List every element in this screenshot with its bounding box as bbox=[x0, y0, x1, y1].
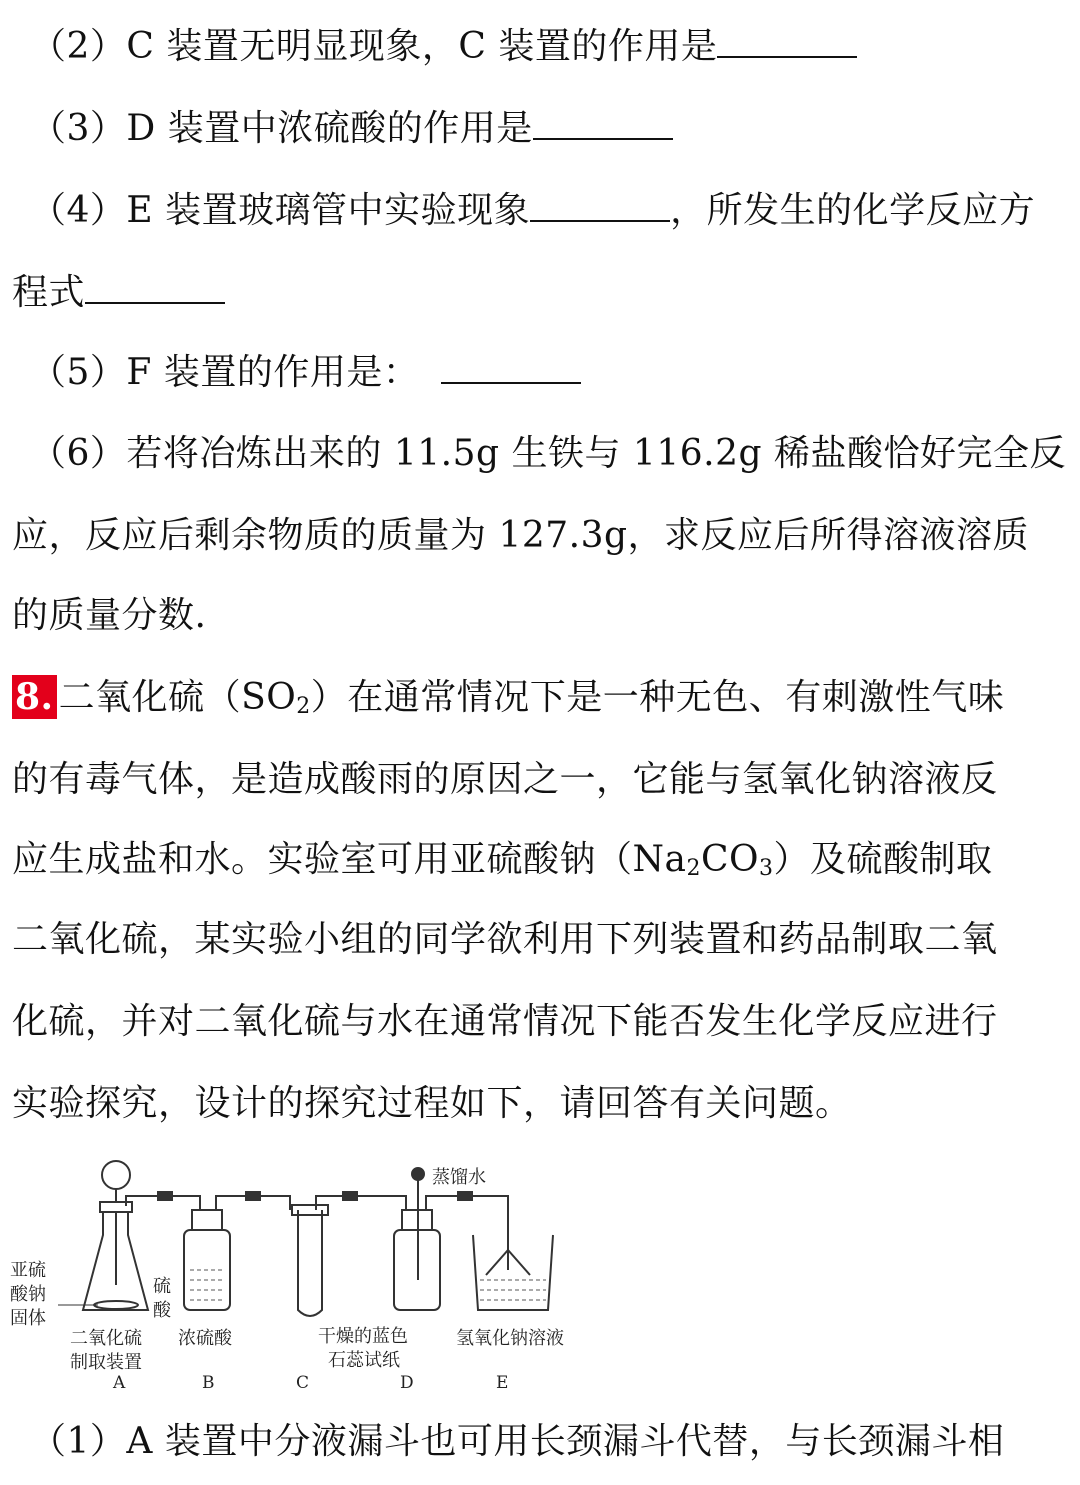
caption-b: 浓硫酸 bbox=[178, 1328, 232, 1349]
letter-c: C bbox=[296, 1373, 310, 1393]
question-line bbox=[12, 998, 1070, 1046]
answer-blank[interactable] bbox=[530, 186, 670, 222]
subscript: 2 bbox=[296, 694, 311, 719]
letter-a: A bbox=[113, 1373, 126, 1393]
beaker-e bbox=[473, 1235, 553, 1310]
letter-b: B bbox=[202, 1373, 215, 1393]
line-text: 应生成盐和水。实验室可用亚硫酸钠（Na bbox=[12, 839, 687, 880]
line-text: （2）C 装置无明显现象，C 装置的作用是 bbox=[30, 26, 718, 67]
line-text: （5）F 装置的作用是： bbox=[30, 352, 420, 393]
line-text: （3）D 装置中浓硫酸的作用是 bbox=[30, 108, 533, 149]
line-text: 实验探究，设计的探究过程如下，请回答有关问题。 bbox=[12, 1083, 852, 1124]
apparatus-diagram bbox=[8, 1150, 608, 1400]
question-8-line bbox=[12, 674, 1070, 722]
question-line bbox=[12, 1080, 1070, 1128]
answer-blank[interactable] bbox=[441, 348, 581, 384]
answer-blank[interactable] bbox=[717, 22, 857, 58]
line-text: （6）若将冶炼出来的 11.5g 生铁与 116.2g 稀盐酸恰好完全反 bbox=[30, 433, 1066, 474]
label-reagent: 固体 bbox=[10, 1308, 46, 1329]
question-line bbox=[30, 430, 1070, 478]
answer-blank[interactable] bbox=[85, 268, 225, 304]
question-line bbox=[12, 756, 1070, 804]
caption-paper: 石蕊试纸 bbox=[328, 1350, 400, 1371]
line-text: （1）A 装置中分液漏斗也可用长颈漏斗代替，与长颈漏斗相 bbox=[30, 1421, 1005, 1462]
caption-a: 制取装置 bbox=[70, 1352, 142, 1373]
line-text: ）及硫酸制取 bbox=[773, 839, 993, 880]
answer-blank[interactable] bbox=[533, 104, 673, 140]
question-line bbox=[30, 104, 1070, 153]
line-text: （4）E 装置玻璃管中实验现象 bbox=[30, 190, 531, 231]
question-number-badge: 8. bbox=[12, 675, 57, 719]
question-line bbox=[30, 22, 1070, 71]
caption-paper: 干燥的蓝色 bbox=[318, 1326, 408, 1347]
question-line bbox=[30, 1418, 1070, 1466]
letter-e: E bbox=[496, 1373, 509, 1393]
question-line bbox=[30, 348, 1070, 397]
question-line bbox=[12, 592, 1070, 640]
question-line bbox=[12, 268, 1070, 317]
line-text: 二氧化硫（SO bbox=[58, 677, 297, 718]
line-text: 的有毒气体，是造成酸雨的原因之一，它能与氢氧化钠溶液反 bbox=[12, 759, 998, 800]
question-line bbox=[12, 836, 1070, 884]
line-text: 应，反应后剩余物质的质量为 127.3g，求反应后所得溶液溶质 bbox=[12, 515, 1030, 556]
line-text: 化硫，并对二氧化硫与水在通常情况下能否发生化学反应进行 bbox=[12, 1001, 998, 1042]
line-text: 程式 bbox=[12, 272, 86, 313]
label-reagent: 亚硫 bbox=[10, 1260, 46, 1281]
label-distilled-water: 蒸馏水 bbox=[432, 1167, 486, 1188]
line-text: 的质量分数. bbox=[12, 595, 207, 636]
subscript: 2 bbox=[686, 856, 701, 881]
line-text: ，所发生的化学反应方 bbox=[670, 190, 1036, 231]
line-text: CO bbox=[700, 839, 760, 880]
label-acid: 酸 bbox=[153, 1300, 171, 1321]
label-acid: 硫 bbox=[153, 1276, 171, 1297]
subscript: 3 bbox=[759, 856, 774, 881]
tube-c bbox=[298, 1210, 322, 1316]
caption-e: 氢氧化钠溶液 bbox=[456, 1328, 564, 1349]
separatory-funnel bbox=[102, 1161, 130, 1189]
line-text: ）在通常情况下是一种无色、有刺激性气味 bbox=[310, 677, 1005, 718]
question-line bbox=[30, 186, 1070, 235]
line-text: 二氧化硫，某实验小组的同学欲利用下列装置和药品制取二氧 bbox=[12, 919, 998, 960]
letter-d: D bbox=[400, 1373, 414, 1393]
question-line bbox=[12, 916, 1070, 964]
caption-a: 二氧化硫 bbox=[70, 1328, 142, 1349]
question-line bbox=[12, 512, 1070, 560]
label-reagent: 酸钠 bbox=[10, 1284, 46, 1305]
